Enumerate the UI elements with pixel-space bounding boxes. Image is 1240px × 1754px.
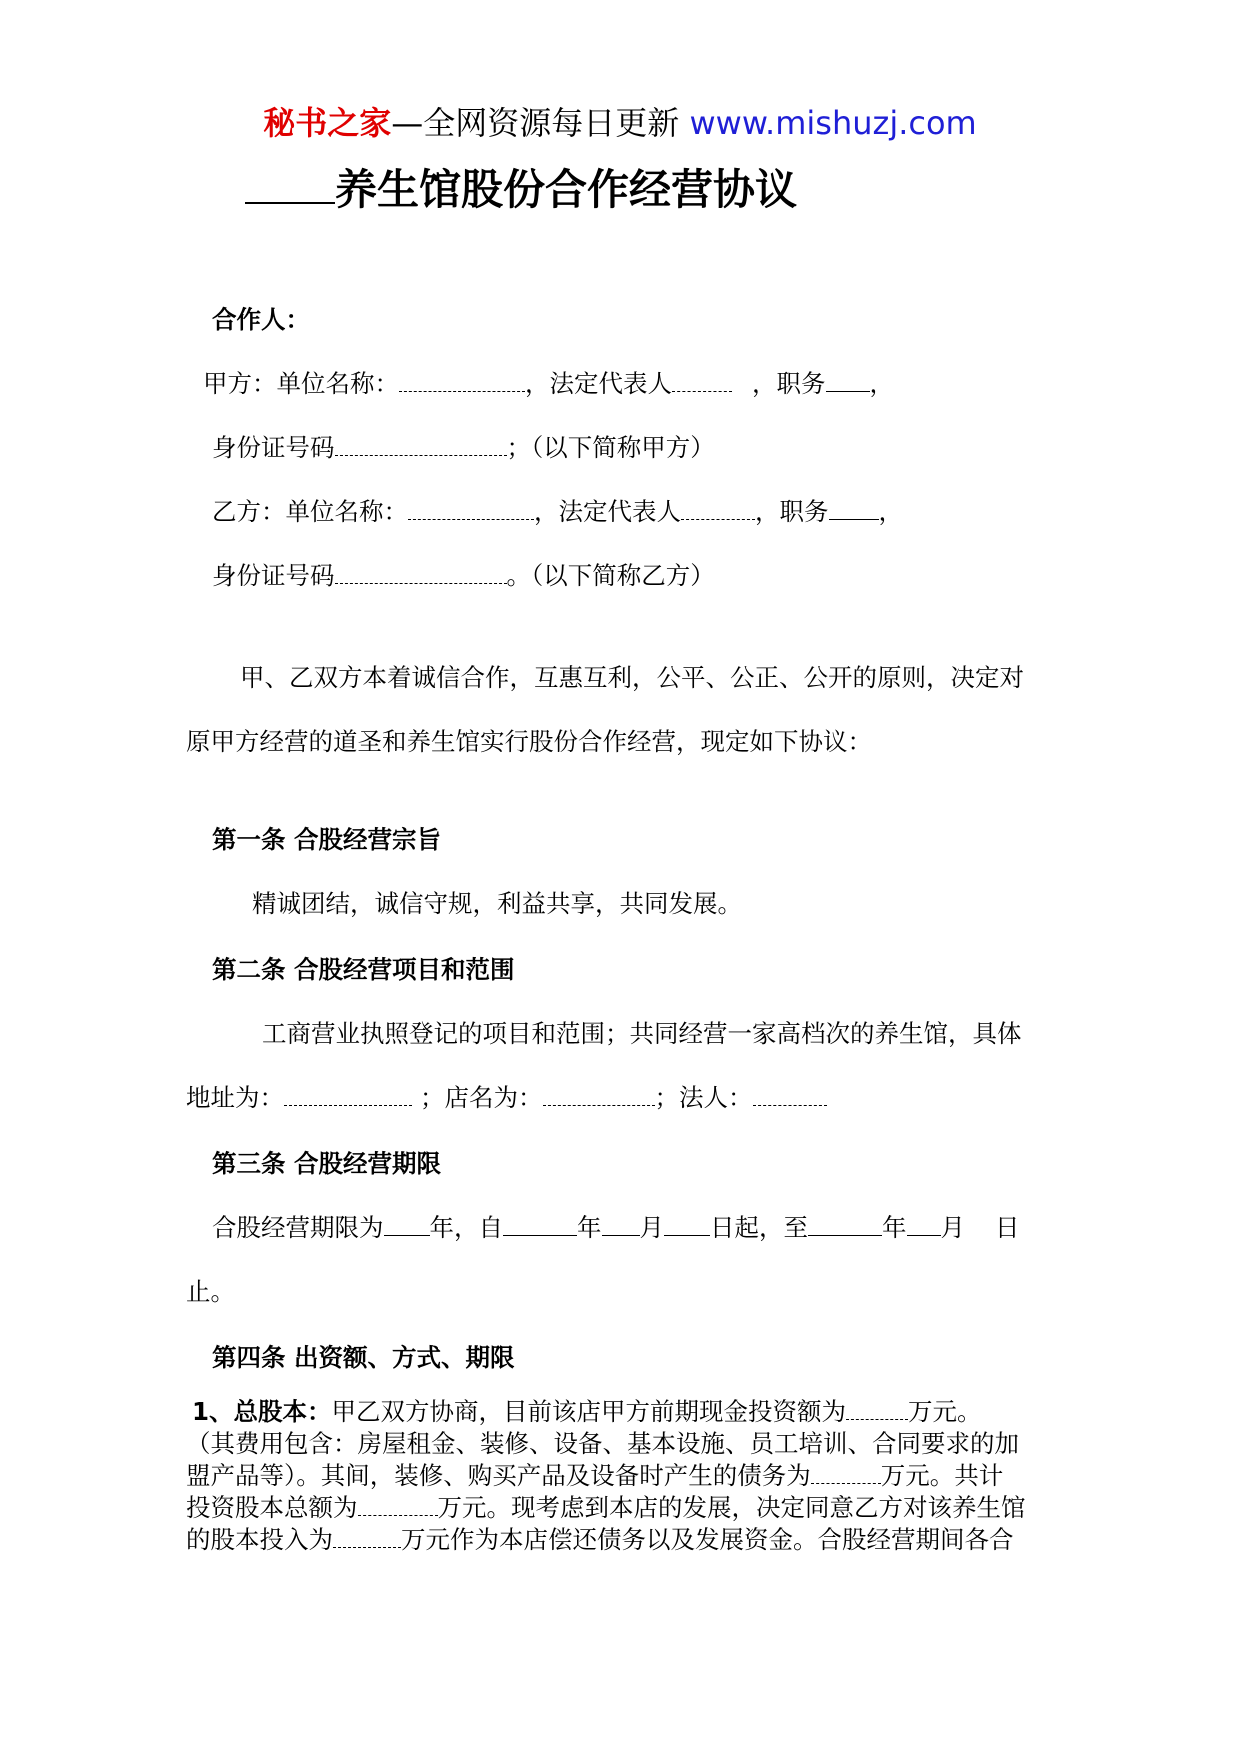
comma: ， <box>878 497 903 526</box>
party-b-title-label: ，职务 <box>755 497 829 526</box>
start-month-blank <box>602 1213 640 1236</box>
month-label: 月 <box>940 1213 965 1242</box>
site-url-link[interactable]: www.mishuzj.com <box>689 104 977 142</box>
address-label: 地址为： <box>186 1083 284 1112</box>
article-4-line-4 <box>186 1492 1026 1524</box>
year-label: 年 <box>577 1213 602 1242</box>
intro-line-1: 甲、乙双方本着诚信合作，互惠互利，公平、公正、公开的原则，决定对 <box>240 663 1024 692</box>
total-capital-blank <box>358 1493 438 1516</box>
month-label: 月 <box>639 1213 664 1242</box>
article-3-text-2: 止。 <box>186 1277 235 1306</box>
unit-text: 万元作为本店偿还债务以及发展资金。合股经营期间各合 <box>401 1525 1014 1554</box>
party-b-id-label: 身份证号码 <box>212 561 335 590</box>
party-b-capital-blank <box>333 1525 401 1548</box>
article-1-text: 精诚团结，诚信守规，利益共享，共同发展。 <box>252 889 742 918</box>
article-2-heading: 第二条 合股经营项目和范围 <box>212 955 515 984</box>
debt-amount-blank <box>811 1461 881 1484</box>
term-years-blank <box>384 1213 430 1236</box>
article-4-heading: 第四条 出资额、方式、期限 <box>212 1343 515 1372</box>
article-4-line-5 <box>186 1524 1014 1556</box>
partners-heading: 合作人： <box>212 305 310 334</box>
party-b-rep-label: ，法定代表人 <box>534 497 681 526</box>
party-a-short-label: ；（以下简称甲方） <box>506 433 715 462</box>
document-title <box>245 160 797 220</box>
comma: ， <box>869 369 894 398</box>
site-header <box>0 100 1240 146</box>
party-b-line-2 <box>212 558 715 594</box>
article-2-text-2 <box>186 1080 827 1116</box>
legal-person-label: ；法人： <box>654 1083 753 1112</box>
party-b-title-blank <box>829 497 879 520</box>
article-1-heading: 第一条 合股经营宗旨 <box>212 825 442 854</box>
title-blank <box>245 162 335 204</box>
party-a-title-blank <box>826 369 870 392</box>
header-tagline: —全网资源每日更新 <box>391 104 680 142</box>
party-a-line-1 <box>203 366 894 402</box>
party-a-id-label: 身份证号码 <box>212 433 335 462</box>
start-day-blank <box>664 1213 710 1236</box>
article-2-text-1: 工商营业执照登记的项目和范围；共同经营一家高档次的养生馆，具体 <box>262 1019 1022 1048</box>
unit-text: 万元。 <box>908 1397 982 1426</box>
end-year-blank <box>808 1213 882 1236</box>
address-blank <box>284 1083 412 1106</box>
article-4-line-1 <box>192 1396 982 1428</box>
article-4-line-2: （其费用包含：房屋租金、装修、设备、基本设施、员工培训、合同要求的加 <box>186 1429 1019 1458</box>
year-from-label: 年，自 <box>429 1213 503 1242</box>
intro-line-2: 原甲方经营的道圣和养生馆实行股份合作经营，现定如下协议： <box>186 727 872 756</box>
article-4-line-3 <box>186 1460 1003 1492</box>
article-3-heading: 第三条 合股经营期限 <box>212 1149 442 1178</box>
party-a-id-blank <box>335 433 507 456</box>
party-a-line-2 <box>212 430 715 466</box>
party-b-unit-label: 乙方：单位名称： <box>212 497 408 526</box>
party-a-unit-label: 甲方：单位名称： <box>203 369 399 398</box>
legal-person-blank <box>753 1083 827 1106</box>
unit-text: 万元。现考虑到本店的发展，决定同意乙方对该养生馆 <box>437 1493 1026 1522</box>
party-b-short-label: 。（以下简称乙方） <box>506 561 715 590</box>
year-label: 年 <box>882 1213 907 1242</box>
brand-name: 秘书之家 <box>263 104 392 142</box>
shop-name-label: ；店名为： <box>420 1083 543 1112</box>
party-a-unit-blank <box>399 369 525 392</box>
start-year-blank <box>503 1213 577 1236</box>
party-b-line-1 <box>212 494 903 530</box>
day-to-label: 日起，至 <box>710 1213 808 1242</box>
article-3-text-1 <box>212 1210 1020 1246</box>
party-b-rep-blank <box>681 497 755 520</box>
term-label: 合股经营期限为 <box>212 1213 384 1242</box>
debt-text: 盟产品等）。其间，装修、购买产品及设备时产生的债务为 <box>186 1461 811 1490</box>
total-capital-text: 投资股本总额为 <box>186 1493 358 1522</box>
unit-text: 万元。共计 <box>880 1461 1004 1490</box>
party-b-capital-text: 的股本投入为 <box>186 1525 333 1554</box>
investment-text: 甲乙双方协商，目前该店甲方前期现金投资额为 <box>331 1397 847 1426</box>
shop-name-blank <box>543 1083 655 1106</box>
party-b-unit-blank <box>408 497 534 520</box>
end-month-blank <box>907 1213 941 1236</box>
day-label: 日 <box>995 1213 1020 1242</box>
party-a-rep-blank <box>672 369 732 392</box>
party-a-rep-label: ，法定代表人 <box>525 369 672 398</box>
party-a-title-label: ，职务 <box>752 369 826 398</box>
total-capital-label: 1、总股本： <box>192 1397 332 1426</box>
party-b-id-blank <box>335 561 507 584</box>
investment-amount-blank <box>846 1397 908 1420</box>
title-text: 养生馆股份合作经营协议 <box>335 165 798 214</box>
